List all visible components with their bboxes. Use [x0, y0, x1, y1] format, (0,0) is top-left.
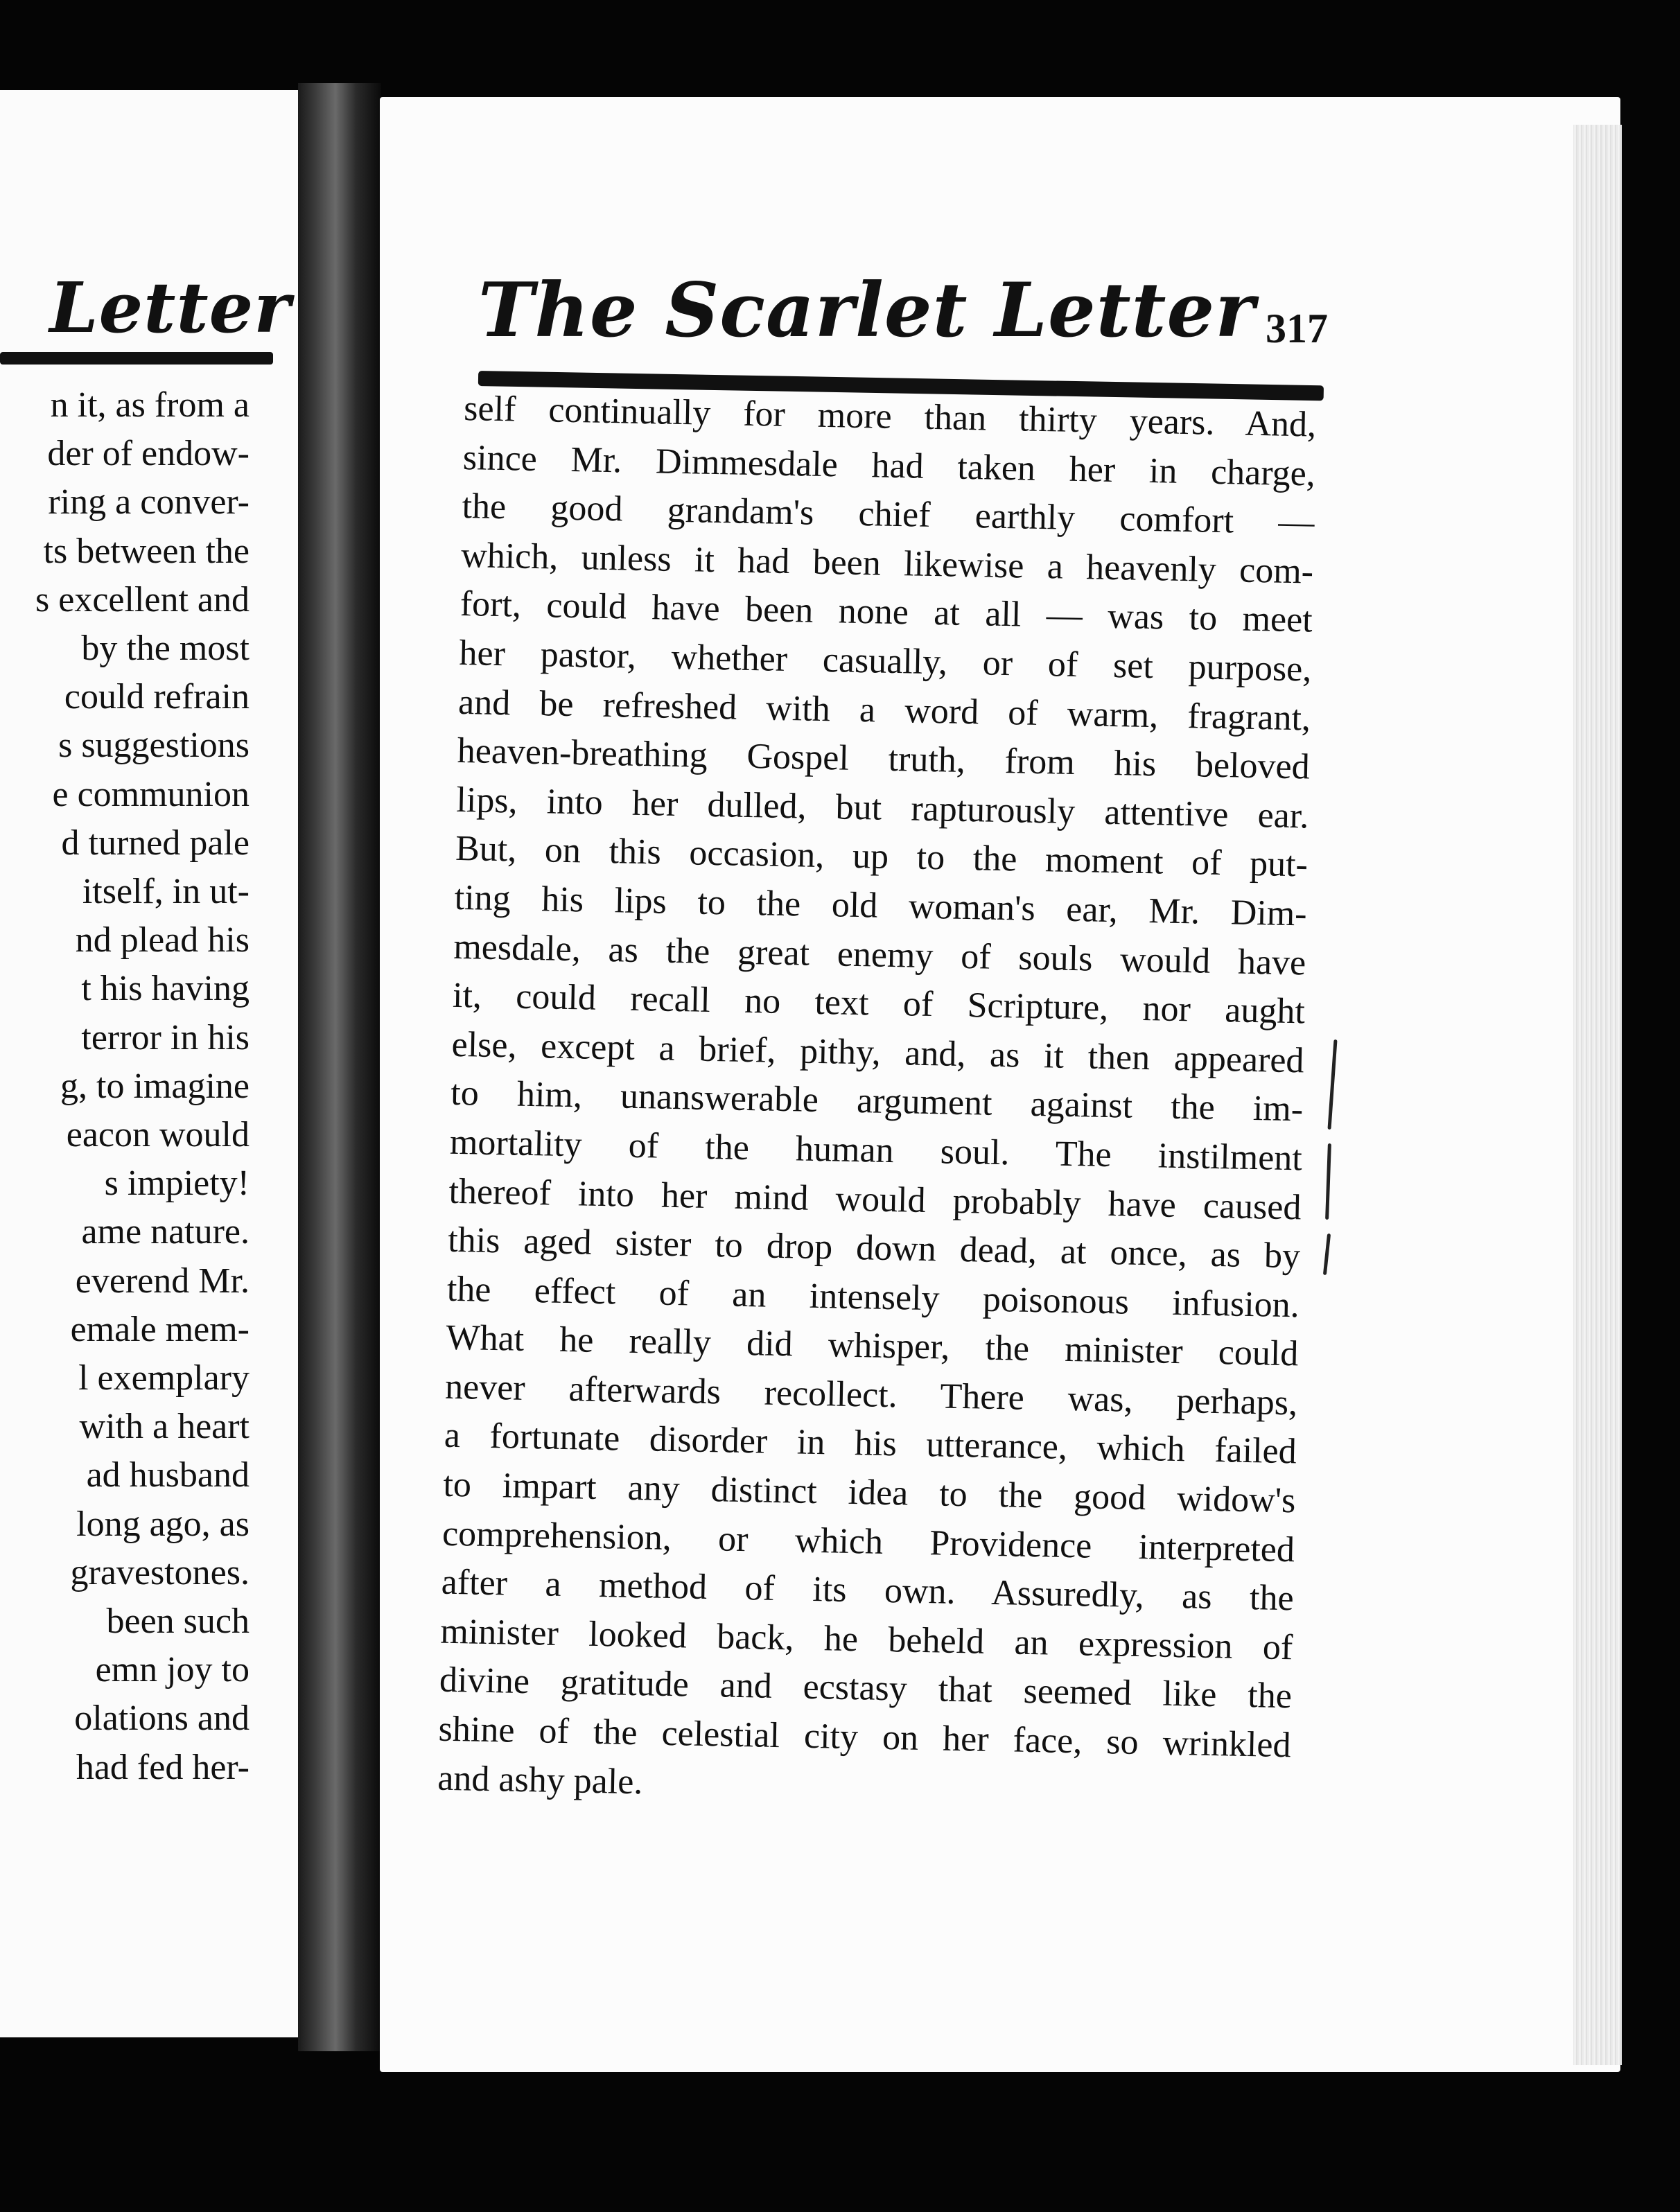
left-text-line: terror in his	[81, 1017, 250, 1057]
text-line: else, except a brief, pithy, and, as it then appeared	[451, 1024, 1305, 1081]
text-line: But, on this occasion, up to the moment of put-	[455, 829, 1309, 885]
right-page	[380, 97, 1620, 2072]
left-text-line: n it, as from a	[50, 385, 250, 425]
text-line: the effect of an intensely poisonous infusion.	[446, 1269, 1300, 1326]
margin-pencil-mark	[1327, 1039, 1337, 1130]
text-line: self continually for more than thirty years. And,	[463, 388, 1317, 445]
left-text-line: e communion	[52, 774, 250, 814]
left-text-line: l exemplary	[78, 1358, 250, 1398]
left-text-line: ad husband	[86, 1455, 250, 1495]
text-line: to him, unanswerable argument against the im-	[450, 1073, 1304, 1130]
left-text-line: t his having	[81, 969, 250, 1009]
left-text-line: with a heart	[79, 1407, 250, 1447]
text-line: mesdale, as the great enemy of souls would have	[453, 927, 1306, 983]
left-page	[0, 90, 313, 2037]
text-line: thereof into her mind would probably have caused	[448, 1171, 1302, 1227]
text-line: the good grandam's chief earthly comfort —	[462, 486, 1315, 543]
margin-pencil-mark	[1323, 1234, 1331, 1275]
left-text-line: emale mem-	[70, 1309, 250, 1349]
text-line: lips, into her dulled, but rapturously attentive ear.	[455, 780, 1309, 836]
left-text-line: s impiety!	[104, 1164, 250, 1204]
left-text-line: olations and	[74, 1698, 250, 1739]
text-line: and ashy pale.	[437, 1758, 643, 1802]
page-number: 317	[1266, 306, 1328, 351]
text-line: comprehension, or which Providence interpreted	[441, 1513, 1295, 1570]
margin-pencil-mark	[1325, 1143, 1331, 1220]
text-line: a fortunate disorder in his utterance, which failed	[444, 1416, 1297, 1472]
text-line: What he really did whisper, the minister could	[446, 1318, 1299, 1374]
left-text-line: gravestones.	[70, 1552, 250, 1592]
left-text-line: s suggestions	[58, 726, 250, 766]
text-line: it, could recall no text of Scripture, nor aught	[452, 975, 1306, 1032]
page-edges	[1573, 125, 1622, 2065]
left-text-line: der of endow-	[47, 434, 250, 474]
text-line: which, unless it had been likewise a heavenly com-	[460, 535, 1314, 592]
left-text-line: g, to imagine	[60, 1066, 250, 1106]
left-page-text	[0, 381, 250, 1792]
text-line: this aged sister to drop down dead, at once, as by	[447, 1220, 1301, 1276]
left-text-line: by the most	[81, 629, 250, 669]
right-page-text	[437, 385, 1317, 1819]
text-line: to impart any distinct idea to the good widow's	[442, 1464, 1296, 1521]
text-line: heaven-breathing Gospel truth, from his beloved	[457, 731, 1311, 787]
text-line: after a method of its own. Assuredly, as the	[441, 1562, 1295, 1619]
text-line: minister looked back, he beheld an expression of	[439, 1611, 1293, 1668]
text-line: fort, could have been none at all — was to meet	[460, 584, 1313, 640]
text-line: mortality of the human soul. The instilment	[449, 1122, 1303, 1179]
left-text-line: had fed her-	[76, 1747, 250, 1787]
left-text-line: could refrain	[64, 677, 250, 717]
text-line: her pastor, whether casually, or of set purpose,	[459, 633, 1312, 690]
left-text-line: itself, in ut-	[82, 872, 250, 912]
text-line: ting his lips to the old woman's ear, Mr. Dim-	[454, 877, 1308, 934]
text-line: since Mr. Dimmesdale had taken her in charge,	[462, 437, 1316, 494]
text-line: and be refreshed with a word of warm, fragrant,	[457, 682, 1311, 739]
left-text-line: emn joy to	[95, 1650, 250, 1690]
right-running-head: The Scarlet Letter	[478, 267, 1256, 354]
left-text-line: ame nature.	[81, 1212, 250, 1252]
left-header-rule	[0, 352, 273, 365]
text-line: divine gratitude and ecstasy that seemed like the	[439, 1660, 1293, 1717]
left-text-line: been such	[106, 1601, 250, 1642]
book-gutter	[298, 83, 381, 2051]
left-text-line: nd plead his	[75, 920, 250, 960]
left-text-line: s excellent and	[35, 579, 250, 620]
left-text-line: ts between the	[43, 531, 250, 571]
left-running-head: Letter	[49, 267, 291, 349]
left-text-line: d turned pale	[61, 823, 250, 863]
left-text-line: everend Mr.	[75, 1261, 250, 1301]
text-line: shine of the celestial city on her face, so wrinkled	[438, 1709, 1292, 1766]
left-text-line: eacon would	[66, 1115, 250, 1155]
text-line: never afterwards recollect. There was, perhaps,	[444, 1367, 1298, 1423]
left-text-line: long ago, as	[76, 1504, 250, 1544]
left-text-line: ring a conver-	[48, 482, 250, 523]
